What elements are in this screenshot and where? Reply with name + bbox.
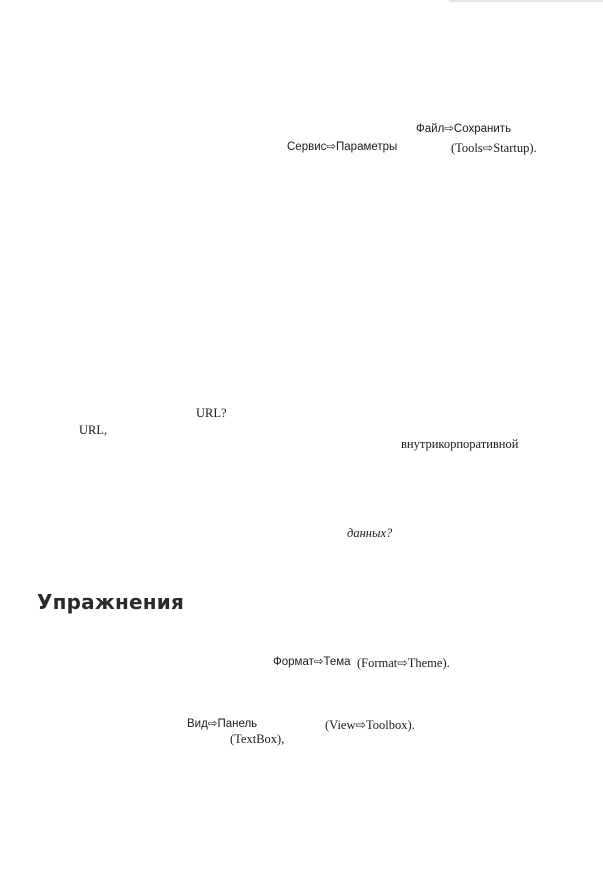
page-top-edge — [449, 0, 603, 2]
menu-path-tools-startup: (Tools⇨Startup). — [451, 141, 537, 155]
menu-path-view-toolbox: (View⇨Toolbox). — [325, 718, 415, 732]
menu-path-service-params: Сервис⇨Параметры — [287, 141, 398, 153]
menu-path-view-panel: Вид⇨Панель — [187, 718, 258, 730]
text-url-comma: URL, — [79, 423, 108, 437]
menu-path-file-save: Файл⇨Сохранить — [416, 123, 512, 135]
text-url-question: URL? — [196, 406, 227, 420]
menu-path-format-theme: Формат⇨Тема — [273, 656, 351, 668]
menu-path-format-theme-en: (Format⇨Theme). — [357, 656, 450, 670]
text-intranet: внутрикорпоративной — [401, 437, 519, 451]
text-textbox: (TextBox), — [230, 732, 285, 746]
section-heading: Упражнения — [37, 590, 185, 614]
text-data-question: данных? — [347, 526, 393, 540]
